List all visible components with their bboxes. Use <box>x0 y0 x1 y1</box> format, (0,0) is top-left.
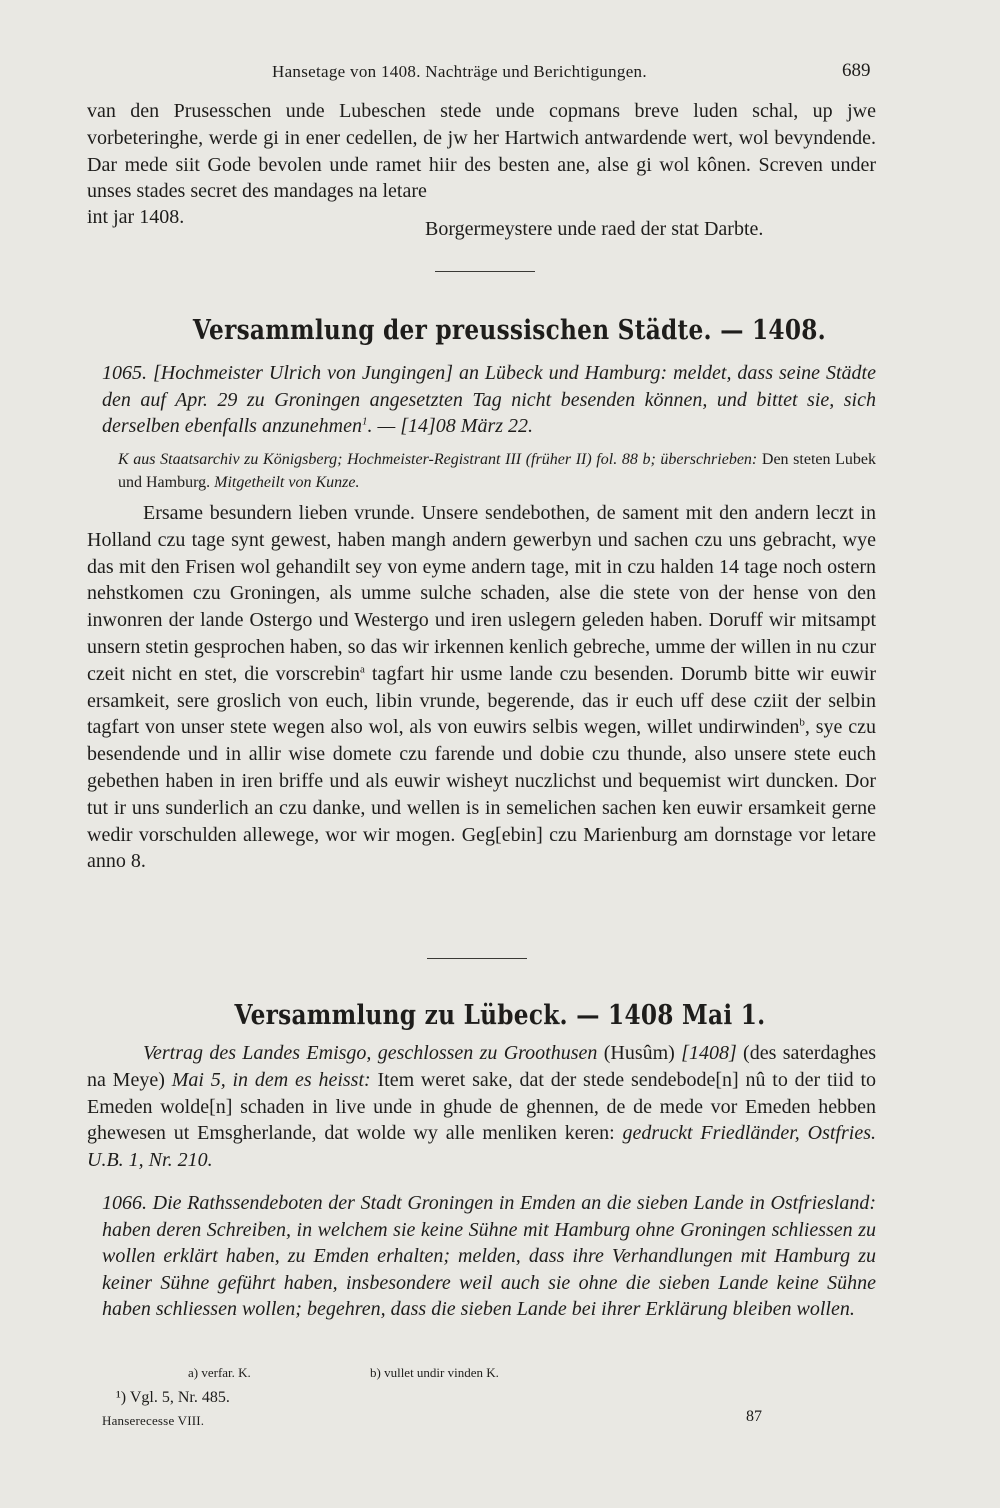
sheet-number: 87 <box>746 1408 762 1425</box>
letter-intro-text: van den Prusesschen unde Lubeschen stede unde copmans breve luden schal, up jwe vorbeteringhe, werde gi in ener cedellen, de jw her Hartwich antwardende wert, wol bevyndende. Dar mede siit Gode bevolen unde ramet hiir des besten ane, alse gi wol kônen. Screven under unses stades secret des mandages na letare <box>87 100 876 203</box>
entry-1065 <box>102 360 876 440</box>
treaty-date-original: (des saterdaghes na Meye) <box>87 1042 876 1091</box>
entry-summary: [Hochmeister Ulrich von Jungingen] an Lübeck und Hamburg: meldet, dass seine Städte den auf Apr. 29 zu Groningen angesetzten Tag nicht besenden können, und bittet sie, sich derselben ebenfalls anzunehmen <box>102 362 876 438</box>
letter-body-part-2: tagfart hir usme lande czu besenden. Dorumb bitte wir euwir ersamkeit, sere groslich von euch, libin vrunde, begerende, das ir euch uff dese cziit der selbin tagfart von unser stete wegen also wol, als von euwirs selbis wegen, willet undirwinden <box>87 662 876 739</box>
treaty-place: (Husûm) <box>597 1042 682 1064</box>
treaty-citation: gedruckt Friedländer, Ostfries. U.B. 1, Nr. 210. <box>87 1122 876 1172</box>
letter-signoff: Borgermeystere unde raed der stat Darbte. <box>425 218 764 240</box>
source-heading: Den steten Lubek und Hamburg. <box>118 451 876 491</box>
letter-body-part-1: Ersame besundern lieben vrunde. Unsere sendebothen, de sament mit den andern leczt in Holland czu tage synt gewest, haben mangh andern gewerbyn und sachen czu uns gebracht, wye das mit den Frisen wol gehandilt sey von eyme andern tage, mit in czu halden 14 tage noch ostern nehstkomen czu Groningen, als umme sulche schaden, alse die stete von der hense von den inwonren der lande Ostergo und Westergo und iren uslegern geleden haben. Doruff wir mitsampt unsern stetin gesprochen haben, so das wir irkennen kenlich gebreche, umme der willen in nu czur czeit nicht en stet, die vorscrebin <box>87 502 876 685</box>
letter-body-text <box>87 500 876 875</box>
letter-body-part-3: , sye czu besendende und in allir wise domete czu farende und dobie czu thunde, also unsere stete euch gebethen haben in iren briffe und als euwir wisheyt nuczlichst und bequemist wirt duncken. Dor tut ir uns sunderlich an czu danke, und wellen is in semelichen sachen ken euwir ersamkeit gerne wedir vorschulden allewege, wor wir mogen. Geg[ebin] czu Marienburg am dornstage vor letare anno 8. <box>87 716 876 873</box>
treaty-title: Vertrag des Landes Emisgo, geschlossen zu Groothusen <box>143 1042 598 1064</box>
running-title: Hansetage von 1408. Nachträge und Berichtigungen. <box>272 62 647 81</box>
entry-date: . — [14]08 März 22. <box>367 415 534 438</box>
treaty-date: Mai 5, in dem es heisst: <box>171 1068 371 1091</box>
source-communicated: Mitgetheilt von Kunze. <box>214 474 360 491</box>
entry-number: 1066. <box>102 1192 147 1214</box>
variant-marker-a: a <box>360 663 365 676</box>
section-title-preussische-staedte: Versammlung der preussischen Städte. — 1408. <box>192 315 827 346</box>
letter-body-paragraph <box>87 500 876 875</box>
footnote-marker: 1 <box>361 415 368 428</box>
entry-summary: Die Rathssendeboten der Stadt Groningen in Emden an die sieben Lande in Ostfriesland: haben deren Schreiben, in welchem sie keine Sühne mit Hamburg ohne Groningen schliessen zu wollen erklärt haben, zu Emden erhalten; melden, dass ihre Verhandlungen mit Hamburg zu keiner Sühne geführt haben, insbesondere weil auch sie ohne die sieben Lande keine Sühne haben schliessen wollen; begehren, dass die sieben Lande bei ihrer Erklärung bleiben wollen. <box>102 1192 876 1321</box>
treaty-year: [1408] <box>681 1042 737 1064</box>
footnote-1: ¹) Vgl. 5, Nr. 485. <box>116 1389 230 1406</box>
running-header <box>0 60 1000 88</box>
variant-marker-b: b <box>799 716 805 729</box>
footnote-b: b) vullet undir vinden K. <box>370 1365 499 1380</box>
section-divider <box>435 271 535 272</box>
section-divider <box>427 958 527 959</box>
treaty-quote: Item weret sake, dat der stede sendebode[n] nû to der tiid to Emeden wolde[n] schaden in live unde in ghude de ghennen, de de mede vor Emeden hebben ghewesen ut Emsgherlande, dat wolde wy alle menliken keren: <box>87 1068 876 1145</box>
printer-signature: Hanserecesse VIII. <box>102 1413 205 1428</box>
letter-intro-year: int jar 1408. <box>87 206 185 228</box>
page-number: 689 <box>842 60 871 81</box>
entry-1066 <box>102 1190 876 1323</box>
entry-number: 1065. <box>102 362 147 384</box>
source-archive: K aus Staatsarchiv zu Königsberg; Hochmeister-Registrant III (früher II) fol. 88 b; überschrieben: <box>118 451 758 468</box>
section-title-luebeck: Versammlung zu Lübeck. — 1408 Mai 1. <box>234 1000 766 1031</box>
letter-intro-paragraph <box>87 98 876 205</box>
source-note-1065 <box>118 448 876 494</box>
footnote-a: a) verfar. K. <box>188 1365 251 1380</box>
treaty-paragraph <box>87 1040 876 1174</box>
treaty-text <box>87 1040 876 1174</box>
